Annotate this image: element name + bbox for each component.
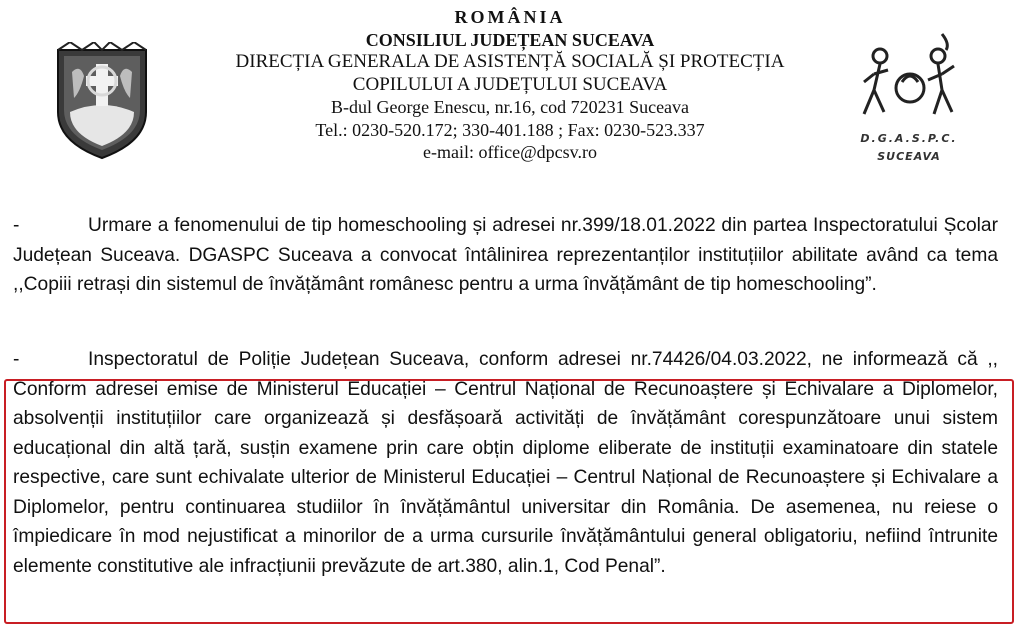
email: e-mail: office@dpcsv.ro (422, 142, 597, 162)
directorate-name-cont: COPILULUI A JUDEȚULUI SUCEAVA (352, 73, 668, 95)
dgaspc-figures-icon (850, 30, 968, 130)
phone-fax: Tel.: 0230-520.172; 330-401.188 ; Fax: 0230-523.337 (315, 119, 705, 140)
letterhead-text (200, 6, 820, 164)
letterhead (0, 0, 1024, 180)
paragraph-homeschooling (13, 211, 998, 300)
bullet-dash: - (13, 215, 20, 236)
highlight-box (4, 379, 1014, 624)
directorate-name: DIRECȚIA GENERALA DE ASISTENȚĂ SOCIALĂ ȘI PROTECȚIA (235, 51, 785, 72)
logo-caption-city: SUCEAVA (877, 150, 941, 163)
bullet-dash: - (13, 349, 20, 370)
paragraph-text: Inspectoratul de Poliție Județean Suceava, conform adresei nr.74426/04.03.2022, ne informează că ,, Conform adresei emise de Ministerul Educației – Centrul Național de Recunoaștere și Echivalare a Diplomelor, absolvenții instituțiilor care organizează și desfășoară activități de învățământ corespunzătoare unui sistem educațional din altă țară, susțin examene prin care obțin diplome eliberate de instituții examinatoare din statele respective, care sunt echivalate ulterior de Ministerul Educației – Centrul Național de Recunoaștere și Echivalare a Diplomelor, pentru continuarea studiilor în învățământul universitar din România. De asemenea, nu reiese o împiedicare în mod nejustificat a minorilor de a urma cursurile învățământului general obligatoriu, nefiind întrunite elemente constitutive ale infracțiunii prevăzute de art.380, alin.1, Cod Penal”. (13, 349, 998, 577)
address: B-dul George Enescu, nr.16, cod 720231 Suceava (330, 97, 690, 117)
paragraph-text: Urmare a fenomenului de tip homeschooling și adresei nr.399/18.01.2022 din partea Inspectoratului Școlar Județean Suceava. DGASPC Suceava a convocat întâlinirea reprezentanților instituțiilor abilitate având ca tema ,,Copiii retrași din sistemul de învățământ românesc pentru a urma învățământ de tip homeschooling”. (13, 215, 998, 295)
dgaspc-logo (850, 30, 968, 172)
country-name: ROMÂNIA (454, 7, 566, 27)
coat-of-arms-icon (50, 42, 154, 162)
council-name: CONSILIUL JUDEȚEAN SUCEAVA (365, 29, 655, 50)
logo-caption-acronym: D.G.A.S.P.C. (860, 132, 958, 145)
